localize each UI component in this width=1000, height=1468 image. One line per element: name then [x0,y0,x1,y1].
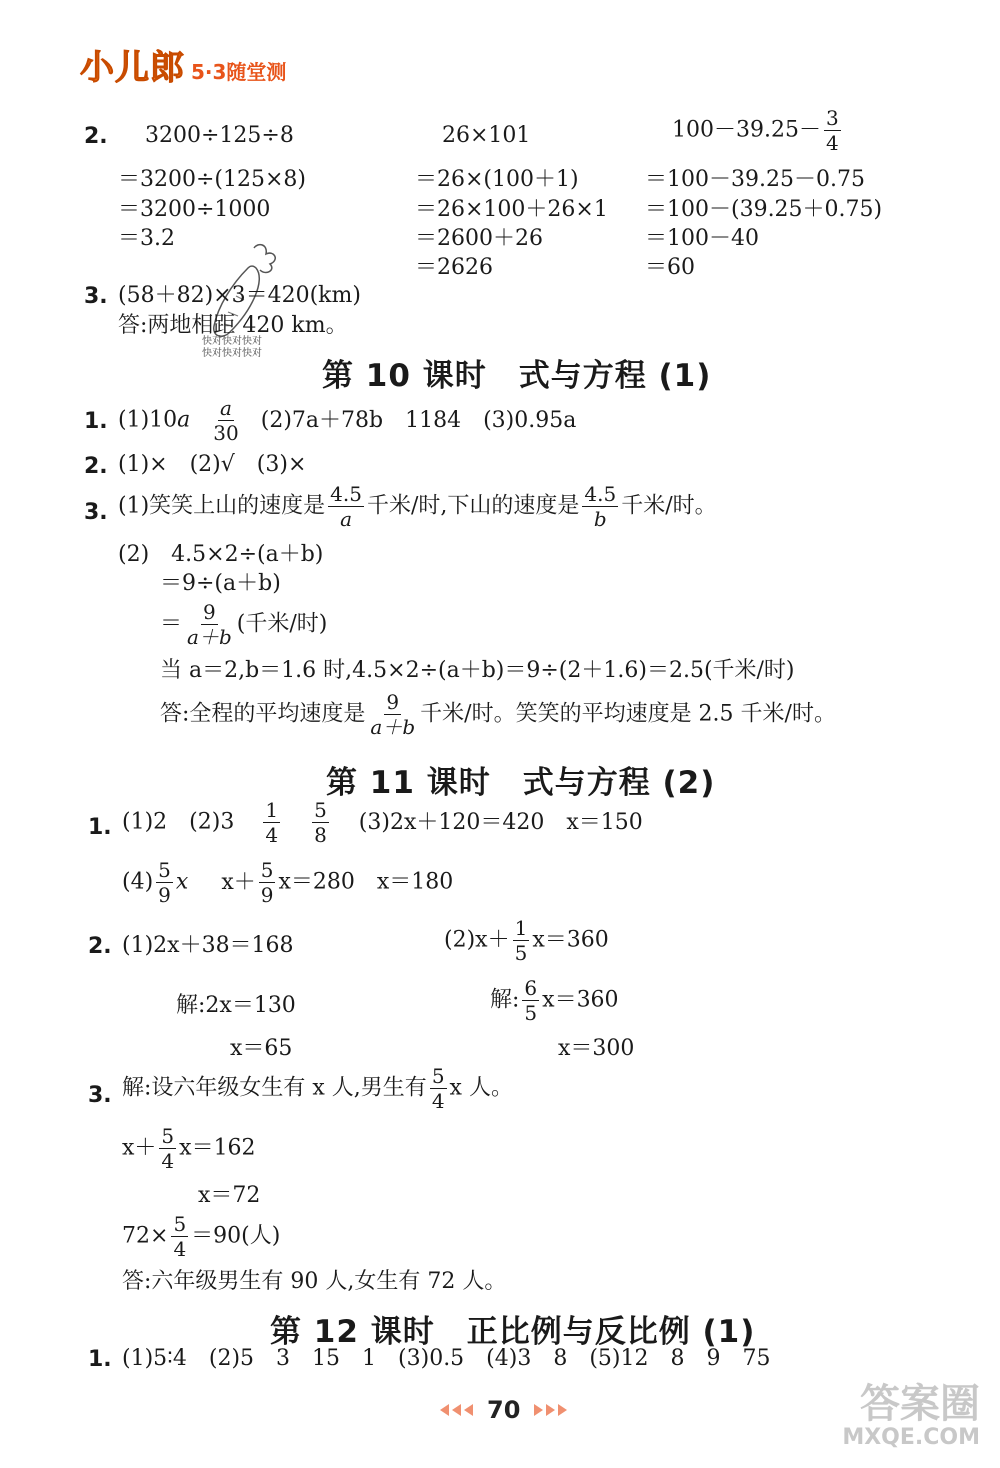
fraction: $\frac{5}{9}$ [158,858,171,907]
answer-line: 答:两地相距 420 km。 [118,313,348,338]
question-number: 3. [84,284,108,309]
fraction: $\frac{4.5}{a}$ [330,482,362,531]
calc-line: ＝100－(39.25＋0.75) [645,197,883,222]
calc-line: x＝65 [230,1036,293,1061]
fraction: $\frac{6}{5}$ [524,976,538,1025]
calc-line: 当 a＝2,b＝1.6 时,4.5×2÷(a＋b)＝9÷(2＋1.6)＝2.5(千米/时) [160,658,795,683]
section-title: 第 11 课时 式与方程 (2) [326,765,716,801]
answer-line: (1)5∶4 (2)5 3 15 1 (3)0.5 (4)3 8 (5)12 8 9 75 [122,1346,771,1371]
page-footer [440,1396,567,1424]
fraction: $\frac{9}{a+b}$ [370,690,416,739]
brand-logo [80,40,286,89]
question-number: 1. [84,409,108,434]
answer-line: (4) $\frac{5}{9}$ x x＋ $\frac{5}{9}$ x＝280 x＝180 [122,858,454,907]
calc-line: 72× $\frac{5}{4}$ ＝90(人) [122,1212,281,1261]
fraction: $\frac{9}{a+b}$ [187,600,232,649]
calc-line: ＝100－39.25－0.75 [645,167,865,192]
fraction: $\frac{1}{5}$ [514,916,528,965]
calc-line: ＝2626 [415,255,493,280]
calc-line: ＝3.2 [118,226,175,251]
calc-line: ＝100－40 [645,226,759,251]
calc-line: 26×101 [442,123,531,148]
question-number: 2. [88,934,112,959]
calc-line: ＝ $\frac{9}{a+b}$ (千米/时) [160,600,328,649]
calc-line: ＝60 [645,255,695,280]
calc-line: x＝72 [198,1183,261,1208]
calc-line: (2)x＋ $\frac{1}{5}$ x＝360 [444,916,609,965]
answer-line: (1)× (2)√ (3)× [118,452,307,477]
fraction: $\frac{5}{4}$ [161,1124,175,1173]
answer-line: 答:全程的平均速度是 $\frac{9}{a+b}$ 千米/时。笑笑的平均速度是 2.5 千米/时。 [160,690,836,739]
calc-line: (58＋82)×3＝420(km) [118,283,361,308]
calc-line: ＝2600＋26 [415,226,543,251]
fraction: $\frac{5}{8}$ [314,798,327,847]
calc-line: ＝9÷(a＋b) [160,571,281,596]
calc-head: 100－39.25－ $\frac{3}{4}$ [672,106,839,155]
calc-line: x＝300 [558,1036,635,1061]
calc-line: x＋ $\frac{5}{4}$ x＝162 [122,1124,256,1173]
answer-line: 答:六年级男生有 90 人,女生有 72 人。 [122,1269,507,1294]
calc-line: 解:2x＝130 [176,993,296,1018]
calc-line: 解: $\frac{6}{5}$ x＝360 [490,976,619,1025]
answer-line: 解:设六年级女生有 x 人,男生有 $\frac{5}{4}$ x 人。 [122,1064,513,1113]
calc-line: ＝26×100＋26×1 [415,197,608,222]
left-arrows-icon [440,1404,473,1416]
fraction: $\frac{5}{9}$ [260,858,274,907]
calc-line: ＝3200÷(125×8) [118,167,307,192]
answer-line: (1)笑笑上山的速度是 $\frac{4.5}{a}$ 千米/时,下山的速度是 $\frac{4.5}{b}$ 千米/时。 [118,482,717,531]
section-title: 第 10 课时 式与方程 (1) [322,358,712,394]
fraction: $\frac{a}{30}$ [213,396,239,445]
carrot-caption: 快对快对快对 快对快对快对 [202,336,262,359]
calc-line: (2) 4.5×2÷(a＋b) [118,542,324,567]
calc-line: ＝26×(100＋1) [415,167,579,192]
question-number: 3. [84,500,108,525]
fraction: $\frac{5}{4}$ [431,1064,445,1113]
fraction: $\frac{5}{4}$ [173,1212,187,1261]
question-number: 2. [84,454,108,479]
calc-line: (1)2x＋38＝168 [122,933,294,958]
question-number: 3. [88,1083,112,1108]
logo-text: 小儿郎 [80,48,185,88]
question-number: 1. [88,815,112,840]
watermark: 答案圈 MXQE.COM [842,1381,980,1450]
right-arrows-icon [534,1404,567,1416]
fraction: $\frac{3}{4}$ [825,106,839,155]
question-number: 1. [88,1347,112,1372]
fraction: $\frac{4.5}{b}$ [584,482,617,531]
calc-line: ＝3200÷1000 [118,197,271,222]
answer-line: (1)10a $\frac{a}{30}$ (2)7a＋78b 1184 (3)0.95a [118,396,577,445]
calc-line: 3200÷125÷8 [145,123,294,148]
question-number: 2. [84,124,108,149]
section-title: 第 12 课时 正比例与反比例 (1) [270,1314,756,1350]
logo-subtitle: 5·3随堂测 [191,60,287,84]
answer-line: (1)2 (2)3 $\frac{1}{4}$ $\frac{5}{8}$ (3)2x＋120＝420 x＝150 [122,798,643,847]
page-number: 70 [487,1396,521,1424]
fraction: $\frac{1}{4}$ [265,798,279,847]
